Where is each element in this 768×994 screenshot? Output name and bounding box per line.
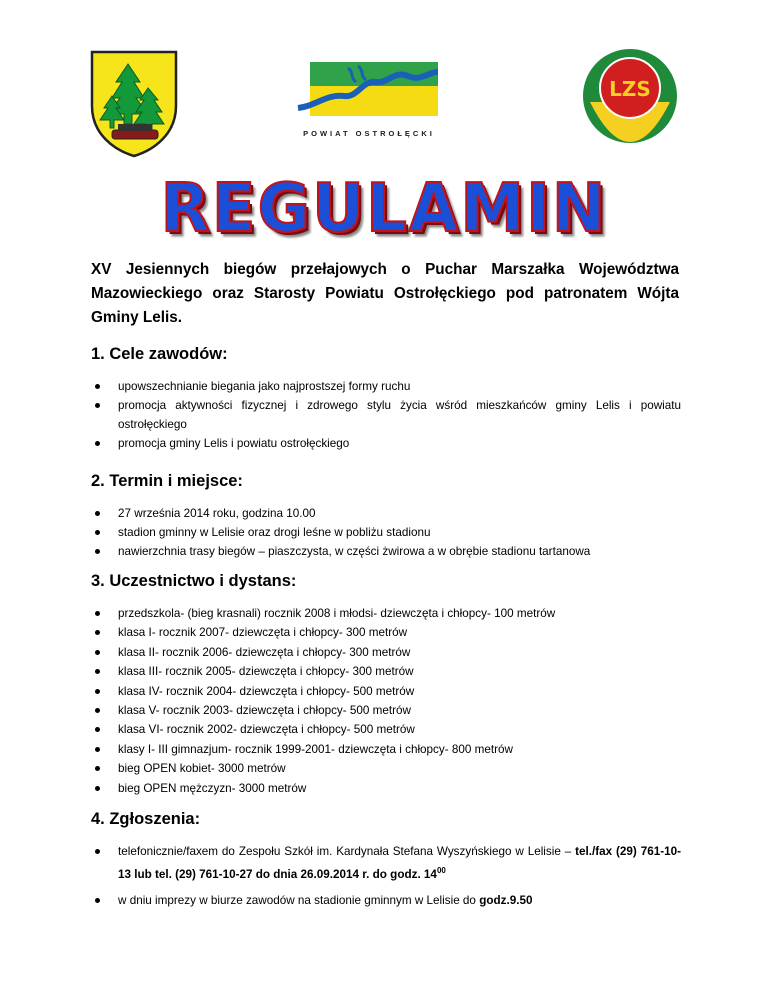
section-registration xyxy=(91,808,681,917)
registration-onsite-bold: godz.9.50 xyxy=(479,893,533,907)
list-item: przedszkola- (bieg krasnali) rocznik 2008 i młodsi- dziewczęta i chłopcy- 100 metrów xyxy=(91,604,681,623)
section-heading: 4. Zgłoszenia: xyxy=(91,810,201,828)
list-item: promocja gminy Lelis i powiatu ostrołęckiego xyxy=(91,434,681,453)
bullet-list xyxy=(91,842,681,910)
list-item: stadion gminny w Lelisie oraz drogi leśne w pobliżu stadionu xyxy=(91,523,681,542)
logo-row xyxy=(0,38,768,158)
list-item xyxy=(91,891,681,910)
bullet-list xyxy=(91,377,681,453)
powiat-ostrolecki-logo xyxy=(296,58,442,138)
section-participation xyxy=(91,570,681,798)
registration-phone-text: telefonicznie/faxem do Zespołu Szkół im. Kardynała Stefana Wyszyńskiego w Lelisie – xyxy=(118,845,576,858)
list-item: klasa III- rocznik 2005- dziewczęta i chłopcy- 300 metrów xyxy=(91,662,681,681)
registration-phone-bold: tel./fax (29) 761-10-13 lub tel. (29) 761-10-27 do dnia 26.09.2014 r. do godz. 14 xyxy=(118,845,681,881)
section-heading: 3. Uczestnictwo i dystans: xyxy=(91,572,297,590)
list-item: 27 września 2014 roku, godzina 10.00 xyxy=(91,504,681,523)
powiat-logo-caption: POWIAT OSTROŁĘCKI xyxy=(303,129,435,138)
intro-paragraph: XV Jesiennych biegów przełajowych o Puchar Marszałka Województwa Mazowieckiego oraz Starosty Powiatu Ostrołęckiego pod patronatem Wójta Gminy Lelis. xyxy=(91,261,679,326)
section-heading: 2. Termin i miejsce: xyxy=(91,472,243,490)
list-item: promocja aktywności fizycznej i zdrowego stylu życia wśród mieszkańców gminy Lelis i powiatu ostrołęckiego xyxy=(91,396,681,434)
lelis-coat-of-arms-logo xyxy=(88,48,180,158)
section-heading: 1. Cele zawodów: xyxy=(91,345,228,363)
section-date-place xyxy=(91,470,681,561)
list-item: klasa II- rocznik 2006- dziewczęta i chłopcy- 300 metrów xyxy=(91,643,681,662)
list-item: klasa VI- rocznik 2002- dziewczęta i chłopcy- 500 metrów xyxy=(91,720,681,739)
powiat-river-icon xyxy=(296,58,442,120)
list-item xyxy=(91,842,681,884)
registration-onsite-text: w dniu imprezy w biurze zawodów na stadionie gminnym w Lelisie do xyxy=(118,893,480,907)
bullet-list xyxy=(91,504,681,561)
bullet-list xyxy=(91,604,681,798)
list-item: klasa I- rocznik 2007- dziewczęta i chłopcy- 300 metrów xyxy=(91,623,681,642)
page-title: REGULAMIN xyxy=(160,170,608,248)
registration-time-superscript: 00 xyxy=(436,866,446,875)
lzs-logo xyxy=(580,46,680,146)
list-item: nawierzchnia trasy biegów – piaszczysta, w części żwirowa a w obrębie stadionu tartanowa xyxy=(91,542,681,561)
lzs-logo-text: LZS xyxy=(609,77,651,101)
list-item: klasy I- III gimnazjum- rocznik 1999-2001- dziewczęta i chłopcy- 800 metrów xyxy=(91,740,681,759)
section-goals xyxy=(91,343,681,453)
list-item: upowszechnianie biegania jako najprostszej formy ruchu xyxy=(91,377,681,396)
list-item: bieg OPEN kobiet- 3000 metrów xyxy=(91,759,681,778)
list-item: klasa IV- rocznik 2004- dziewczęta i chłopcy- 500 metrów xyxy=(91,682,681,701)
list-item: klasa V- rocznik 2003- dziewczęta i chłopcy- 500 metrów xyxy=(91,701,681,720)
list-item: bieg OPEN mężczyzn- 3000 metrów xyxy=(91,779,681,798)
